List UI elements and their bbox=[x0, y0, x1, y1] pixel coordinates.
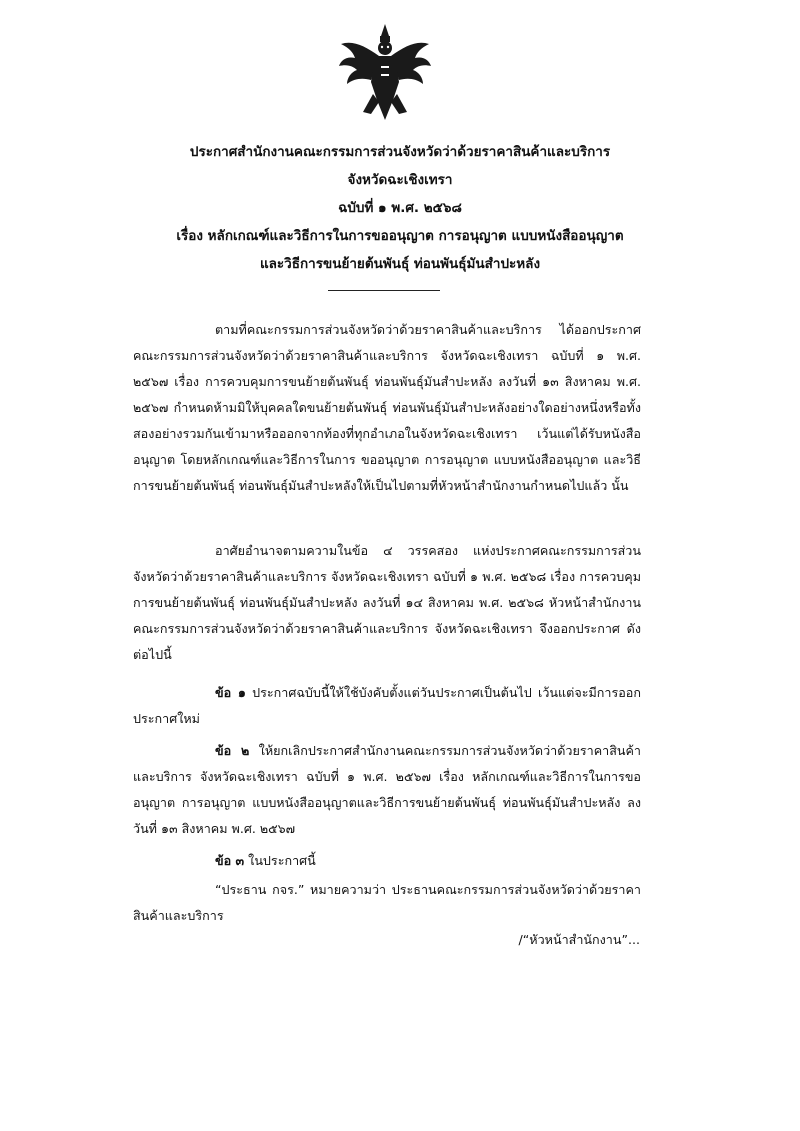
clause-1-title: ข้อ ๑ bbox=[215, 685, 246, 700]
paragraph-authority: อาศัยอำนาจตามความในข้อ ๔ วรรคสอง แห่งประกาศคณะกรรมการส่วนจังหวัดว่าด้วยราคาสินค้าและบริการ จังหวัดฉะเชิงเทรา ฉบับที่ ๑ พ.ศ. ๒๕๖๘ เรื่อง การควบคุมการขนย้ายต้นพันธุ์ ท่อนพันธุ์มันสำปะหลัง ลงวันที่ ๑๔ สิงหาคม พ.ศ. ๒๕๖๘ หัวหน้าสำนักงานคณะกรรมการส่วนจังหวัดว่าด้วยราคาสินค้าและบริการ จังหวัดฉะเชิงเทรา จึงออกประกาศ ดังต่อไปนี้ bbox=[133, 543, 641, 662]
announcement-title: ประกาศสำนักงานคณะกรรมการส่วนจังหวัดว่าด้วยราคาสินค้าและบริการ bbox=[189, 144, 611, 160]
paragraph-background: ตามที่คณะกรรมการส่วนจังหวัดว่าด้วยราคาสินค้าและบริการ ได้ออกประกาศคณะกรรมการส่วนจังหวัดว่าด้วยราคาสินค้าและบริการ จังหวัดฉะเชิงเทรา ฉบับที่ ๑ พ.ศ. ๒๕๖๗ เรื่อง การควบคุมการขนย้ายต้นพันธุ์ ท่อนพันธุ์มันสำปะหลัง ลงวันที่ ๑๓ สิงหาคม พ.ศ. ๒๕๖๗ กำหนดห้ามมิให้บุคคลใดขนย้ายต้นพันธุ์ ท่อนพันธุ์มันสำปะหลังอย่างใดอย่างหนึ่งหรือทั้งสองอย่างรวมกันเข้ามาหรือออกจากท้องที่ทุกอำเภอในจังหวัดฉะเชิงเทรา เว้นแต่ได้รับหนังสืออนุญาต โดยหลักเกณฑ์และวิธีการในการ ขออนุญาต การอนุญาต แบบหนังสืออนุญาต และวิธีการขนย้ายต้นพันธุ์ ท่อนพันธุ์มันสำปะหลังให้เป็นไปตามที่หัวหน้าสำนักงานกำหนดไปแล้ว นั้น bbox=[133, 322, 641, 493]
clause-3-title: ข้อ ๓ bbox=[215, 853, 245, 868]
continuation-marker: /“หัวหน้าสำนักงาน”... bbox=[518, 932, 640, 947]
clause-2 bbox=[133, 738, 641, 842]
province-name: จังหวัดฉะเชิงเทรา bbox=[347, 172, 453, 188]
title-divider bbox=[328, 290, 440, 291]
definition-chairman: “ประธาน กจร.” หมายความว่า ประธานคณะกรรมการส่วนจังหวัดว่าด้วยราคาสินค้าและบริการ bbox=[133, 882, 641, 923]
subject-line-2: และวิธีการขนย้ายต้นพันธุ์ ท่อนพันธุ์มันสำปะหลัง bbox=[259, 256, 541, 272]
subject-line-1: เรื่อง หลักเกณฑ์และวิธีการในการขออนุญาต การอนุญาต แบบหนังสืออนุญาต bbox=[176, 228, 624, 244]
issue-number: ฉบับที่ ๑ พ.ศ. ๒๕๖๘ bbox=[338, 200, 462, 216]
clause-3-text: ในประกาศนี้ bbox=[244, 853, 316, 868]
clause-1-text: ประกาศฉบับนี้ให้ใช้บังคับตั้งแต่วันประกาศเป็นต้นไป เว้นแต่จะมีการออกประกาศใหม่ bbox=[133, 685, 641, 726]
clause-2-title: ข้อ ๒ bbox=[215, 743, 250, 758]
clause-2-text: ให้ยกเลิกประกาศสำนักงานคณะกรรมการส่วนจังหวัดว่าด้วยราคาสินค้าและบริการ จังหวัดฉะเชิงเทรา ฉบับที่ ๑ พ.ศ. ๒๕๖๗ เรื่อง หลักเกณฑ์และวิธีการในการขออนุญาต การอนุญาต แบบหนังสืออนุญาตและวิธีการขนย้ายต้นพันธุ์ ท่อนพันธุ์มันสำปะหลัง ลงวันที่ ๑๓ สิงหาคม พ.ศ. ๒๕๖๗ bbox=[133, 743, 642, 836]
clause-3 bbox=[133, 848, 641, 874]
garuda-emblem-icon bbox=[335, 22, 435, 122]
clause-1 bbox=[133, 680, 641, 732]
